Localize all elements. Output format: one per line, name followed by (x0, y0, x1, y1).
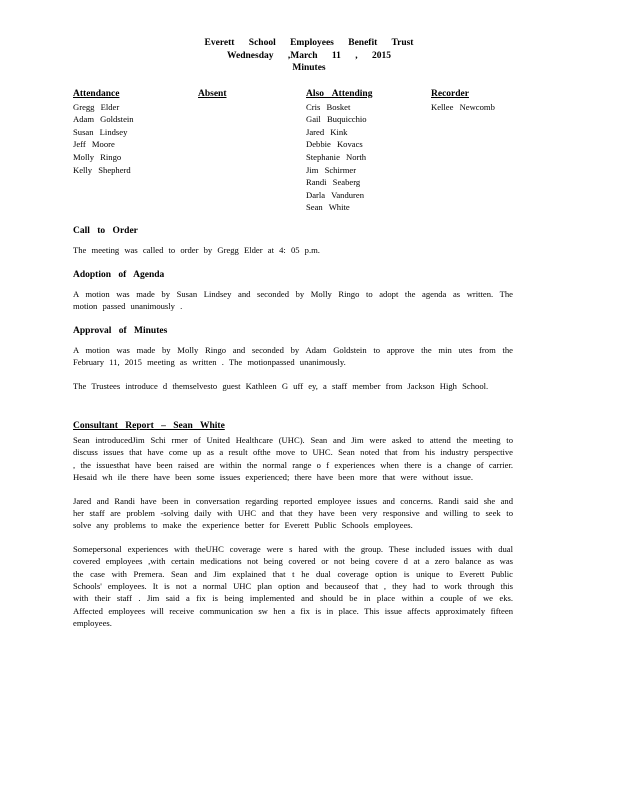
attendee-name: Kelly Shepherd (73, 164, 131, 175)
attendee-name: Molly Ringo (73, 151, 122, 162)
section-approval-of-minutes (73, 326, 513, 392)
guest-name: Stephanie North (306, 151, 367, 162)
also-attending-heading: Also Attending (306, 89, 373, 99)
attendance-heading: Attendance (73, 89, 120, 99)
guest-name: Darla Vanduren (306, 189, 365, 200)
section-paragraph: A motion was made by Molly Ringo and seconded by Adam Goldstein to approve the min utes from the February 11, 2015 meeting as written . The motionpassed unanimously. (73, 345, 513, 368)
section-paragraph: The meeting was called to order by Gregg Elder at 4: 05 p.m. (73, 245, 320, 255)
guest-name: Sean White (306, 202, 350, 213)
section-call-to-order (73, 226, 513, 256)
also-attending-column (306, 88, 372, 214)
section-title: Approval of Minutes (73, 326, 168, 336)
meeting-date: Wednesday ,March 11 , 2015 (227, 50, 391, 61)
section-title: Call to Order (73, 226, 138, 236)
recorder-column (431, 88, 495, 113)
guest-name: Randi Seaberg (306, 177, 361, 188)
absent-heading: Absent (198, 89, 227, 99)
guest-name: Jared Kink (306, 126, 348, 137)
section-paragraph: Jared and Randi have been in conversation regarding reported employee issues and concerns. Randi said she and her staff are problem -solving daily with UHC and that they have been very responsive and willing to seek to solve any problems to make the experience better for Everett Public Schools employees. (73, 495, 513, 531)
recorder-heading: Recorder (431, 89, 469, 99)
attendee-name: Adam Goldstein (73, 114, 134, 125)
absent-column (198, 88, 227, 101)
section-paragraph: Somepersonal experiences with theUHC coverage were s hared with the group. These included issues with dual covered employees ,with certain medications not being covered or not being covere d at a zero balance as was the case with Premera. Sean and Jim explained that t he dual coverage option is unique to Everett Public Schools' employees. It is not a normal UHC plan option and becauseof that , they had to work through this with their staff . Jim said a fix is being implemented and should be in place within a couple of we eks. Affected employees will receive communication sw hen a fix is in place. This issue affects approximately fifteen employees. (73, 543, 513, 629)
guest-name: Gail Buquicchio (306, 114, 367, 125)
document-subtitle: Minutes (292, 63, 326, 73)
guest-name: Debbie Kovacs (306, 139, 363, 150)
attendee-name: Susan Lindsey (73, 126, 128, 137)
section-paragraph: Sean introducedJim Schi rmer of United Healthcare (UHC). Sean and Jim were asked to attend the meeting to discuss issues that have come up as a result ofthe move to UHC. Sean noted that from his industry perspective , the issuesthat have been raised are within the normal range o f experiences when there is a change of carrier. Hesaid wh ile there have been some issues experienced; there have been more that were without issue. (73, 435, 513, 483)
attendee-name: Jeff Moore (73, 139, 115, 150)
attendance-column (73, 88, 134, 176)
section-paragraph: The Trustees introduce d themselvesto guest Kathleen G uff ey, a staff member from Jackson High School. (73, 380, 489, 391)
guest-name: Cris Bosket (306, 101, 351, 112)
recorder-name: Kellee Newcomb (431, 101, 495, 112)
section-adoption-of-agenda (73, 270, 513, 313)
document-title: Everett School Employees Benefit Trust (204, 38, 414, 48)
section-title: Adoption of Agenda (73, 270, 165, 280)
document-header (0, 37, 618, 75)
section-title: Consultant Report – Sean White (73, 421, 225, 431)
section-paragraph: A motion was made by Susan Lindsey and seconded by Molly Ringo to adopt the agenda as written. The motion passed unanimously . (73, 289, 513, 312)
section-consultant-report (73, 421, 513, 630)
guest-name: Jim Schirmer (306, 164, 357, 175)
attendee-name: Gregg Elder (73, 101, 120, 112)
